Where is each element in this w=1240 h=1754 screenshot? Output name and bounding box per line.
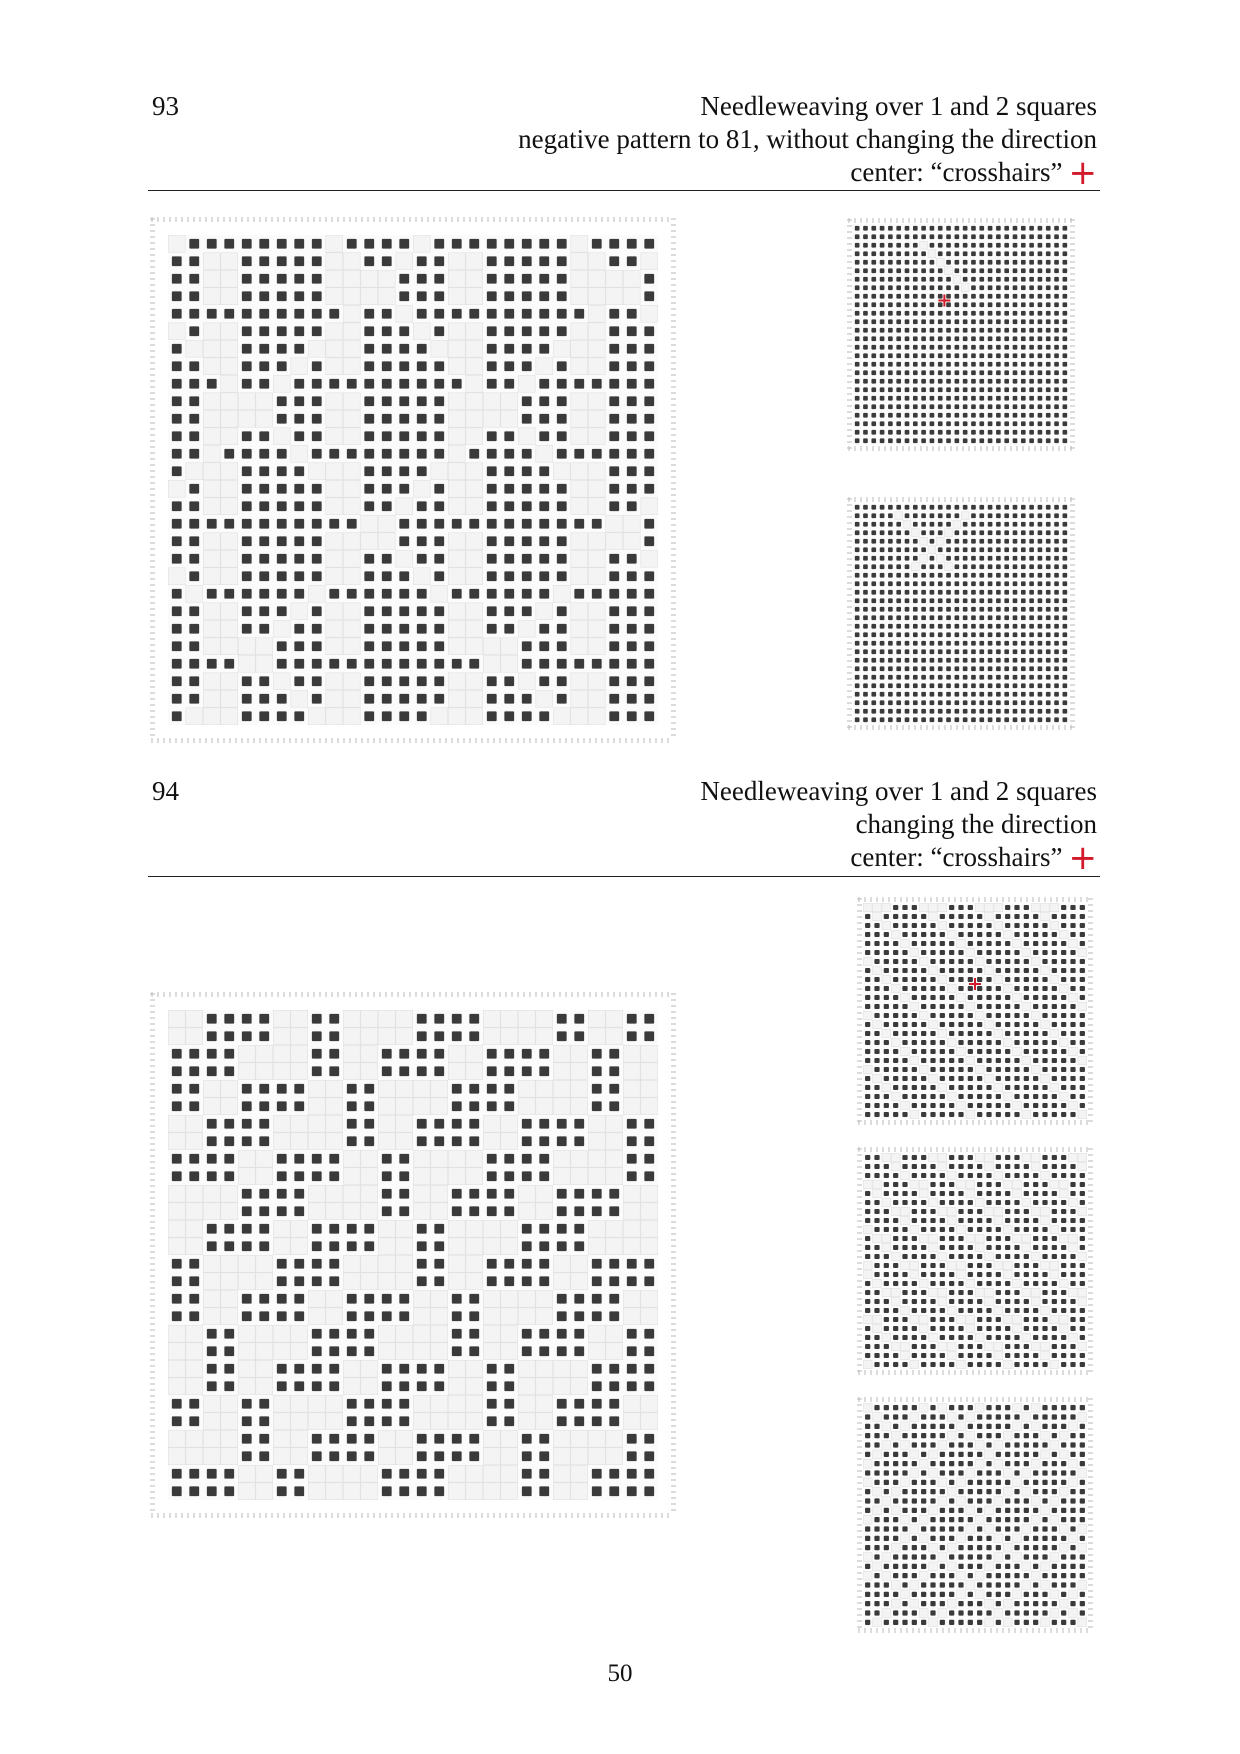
heading-line bbox=[518, 153, 1097, 193]
stitch-diagram-image bbox=[855, 895, 1095, 1127]
section-divider bbox=[148, 876, 1100, 877]
stitch-chart-thumbnail bbox=[845, 216, 1077, 453]
heading-line: Needleweaving over 1 and 2 squares bbox=[700, 776, 1097, 806]
section-heading bbox=[518, 90, 1097, 193]
heading-line bbox=[700, 838, 1097, 878]
stitch-chart-thumbnail bbox=[845, 495, 1077, 732]
stitch-chart-thumbnail bbox=[855, 895, 1095, 1127]
stitch-sample-photo bbox=[148, 215, 678, 745]
section-number: 94 bbox=[152, 776, 179, 806]
section-heading bbox=[700, 775, 1097, 878]
crosshairs-icon: + bbox=[1068, 838, 1097, 878]
stitch-chart-thumbnail bbox=[855, 1145, 1095, 1377]
stitch-diagram-image bbox=[845, 495, 1077, 732]
heading-line: negative pattern to 81, without changing the direction bbox=[518, 124, 1097, 154]
stitch-sample-photo bbox=[148, 990, 678, 1520]
section-divider bbox=[148, 190, 1100, 191]
page-number: 50 bbox=[607, 1660, 633, 1687]
embroidery-sample-image bbox=[148, 990, 678, 1520]
stitch-diagram-image bbox=[855, 1395, 1095, 1635]
stitch-chart-thumbnail bbox=[855, 1395, 1095, 1635]
section-number: 93 bbox=[152, 91, 179, 121]
stitch-diagram-image bbox=[855, 1145, 1095, 1377]
center-label: center: “crosshairs” bbox=[850, 157, 1063, 187]
stitch-diagram-image bbox=[845, 216, 1077, 453]
crosshairs-icon: + bbox=[1068, 153, 1097, 193]
heading-line: changing the direction bbox=[855, 809, 1097, 839]
embroidery-sample-image bbox=[148, 215, 678, 745]
heading-line: Needleweaving over 1 and 2 squares bbox=[700, 91, 1097, 121]
center-label: center: “crosshairs” bbox=[850, 842, 1063, 872]
